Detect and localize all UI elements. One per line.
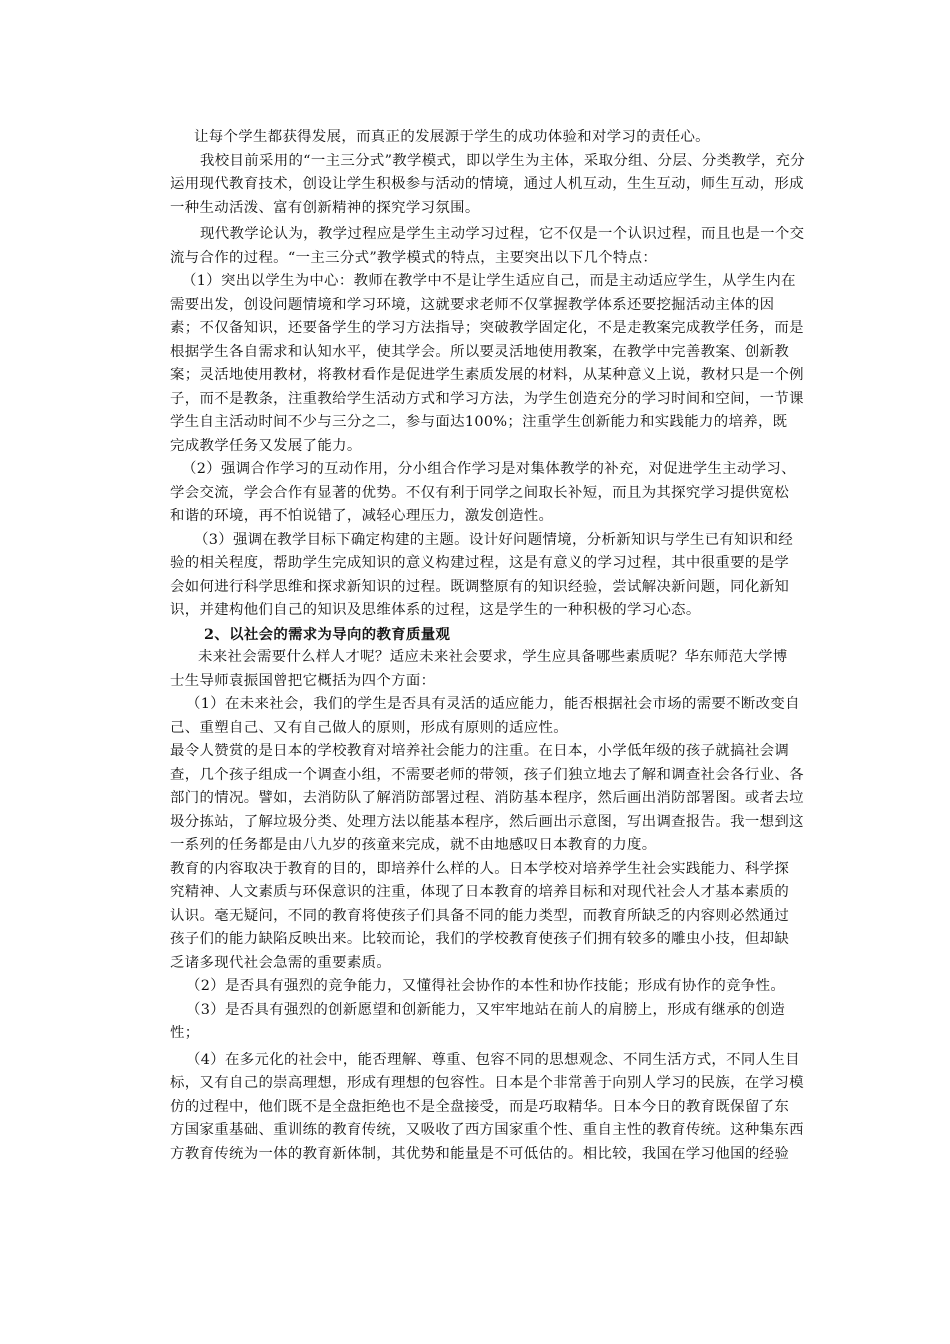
text-line: 未来社会需要什么样人才呢？适应未来社会要求，学生应具备哪些素质呢？华东师范大学博 — [198, 649, 788, 665]
text-line: 现代教学论认为，教学过程应是学生主动学习过程，它不仅是一个认识过程，而且也是一个交 — [200, 226, 805, 242]
text-line: （2）是否具有强烈的竞争能力，又懂得社会协作的本性和协作技能；形成有协作的竞争性。 — [186, 978, 786, 994]
section-heading: 2、以社会的需求为导向的教育质量观 — [204, 625, 451, 643]
text-line: 运用现代教育技术，创设让学生积极参与活动的情境，通过人机互动，生生互动，师生互动，形成 — [170, 176, 804, 192]
text-line: 教育的内容取决于教育的目的，即培养什么样的人。日本学校对培养学生社会实践能力、科学探 — [170, 860, 790, 877]
text-line: 部门的情况。譬如，去消防队了解消防部署过程、消防基本程序，然后画出消防部署图。或者去垃 — [170, 790, 804, 806]
text-line: （1）突出以学生为中心：教师在教学中不是让学生适应自己，而是主动适应学生，从学生内在 — [182, 273, 796, 289]
text-line: 一系列的任务都是由八九岁的孩童来完成，就不由地感叹日本教育的力度。 — [170, 837, 657, 853]
text-line: 一种生动活泼、富有创新精神的探究学习氛围。 — [170, 199, 480, 216]
text-line: 我校目前采用的“一主三分式”教学模式，即以学生为主体，采取分组、分层、分类教学，充分 — [200, 152, 806, 169]
text-line: 识，并建构他们自己的知识及思维体系的过程，这是学生的一种积极的学习心态。 — [170, 602, 701, 618]
text-line: 完成教学任务又发展了能力。 — [170, 437, 362, 454]
text-line: 和谐的环境，再不怕说错了，减轻心理压力，激发创造性。 — [170, 508, 554, 524]
text-line: 让每个学生都获得发展，而真正的发展源于学生的成功体验和对学习的责任心。 — [194, 129, 710, 145]
text-line: 需要出发，创设问题情境和学习环境，这就要求老师不仅掌握教学体系还要挖掘活动主体的因 — [170, 296, 775, 313]
text-line: 仿的过程中，他们既不是全盘拒绝也不是全盘接受，而是巧取精华。日本今日的教育既保留了东 — [170, 1098, 790, 1115]
text-line: （2）强调合作学习的互动作用，分小组合作学习是对集体教学的补充，对促进学生主动学习、 — [182, 461, 796, 477]
text-line: 学生自主活动时间不少与三分之二，参与面达100%；注重学生创新能力和实践能力的培养，既 — [170, 414, 788, 430]
text-line: 认识。毫无疑问，不同的教育将使孩子们具备不同的能力类型，而教育所缺乏的内容则必然通过 — [170, 907, 790, 924]
text-line: （1）在未来社会，我们的学生是否具有灵活的适应能力，能否根据社会市场的需要不断改变自 — [186, 696, 800, 712]
text-line: 根据学生各自需求和认知水平，使其学会。所以要灵活地使用教案，在教学中完善教案、创新教 — [170, 343, 790, 360]
text-line: 标，又有自己的崇高理想，形成有理想的包容性。日本是个非常善于向别人学习的民族，在学习模 — [170, 1075, 804, 1091]
text-line: 流与合作的过程。“一主三分式”教学模式的特点，主要突出以下几个特点： — [170, 249, 658, 266]
text-line: 学会交流，学会合作有显著的优势。不仅有利于同学之间取长补短，而且为其探究学习提供宽松 — [170, 484, 790, 501]
text-line: 究精神、人文素质与环保意识的注重，体现了日本教育的培养目标和对现代社会人才基本素质的 — [170, 884, 790, 900]
text-line: 孩子们的能力缺陷反映出来。比较而论，我们的学校教育使孩子们拥有较多的雕虫小技，但却缺 — [170, 931, 790, 947]
text-line: 圾分拣站，了解垃圾分类、处理方法以能基本程序，然后画出示意图，写出调查报告。我一想到这 — [170, 813, 804, 830]
text-line: 子，而不是教条，注重教给学生活动方式和学习方法，为学生创造充分的学习时间和空间，一节课 — [170, 390, 804, 407]
text-line: 乏诸多现代社会急需的重要素质。 — [170, 954, 392, 971]
text-line: 己、重塑自己、又有自己做人的原则，形成有原则的适应性。 — [170, 719, 568, 736]
text-line: 性； — [170, 1025, 200, 1041]
text-line: 素；不仅备知识，还要备学生的学习方法指导；突破教学固定化，不是走教案完成教学任务，而是 — [170, 320, 804, 336]
text-line: 案；灵活地使用教材，将教材看作是促进学生素质发展的材料，从某种意义上说，教材只是一个例 — [170, 367, 804, 383]
text-line: 方国家重基础、重训练的教育传统，又吸收了西方国家重个性、重自主性的教育传统。这种集东西 — [170, 1122, 804, 1138]
text-line: （3）强调在教学目标下确定构建的主题。设计好问题情境，分析新知识与学生已有知识和经 — [194, 531, 794, 548]
document-page — [170, 126, 806, 1166]
text-line: 方教育传统为一体的教育新体制，其优势和能量是不可低估的。相比较，我国在学习他国的经验 — [170, 1145, 790, 1162]
text-line: （3）是否具有强烈的创新愿望和创新能力，又牢牢地站在前人的肩膀上，形成有继承的创造 — [186, 1001, 786, 1018]
text-line: 最令人赞赏的是日本的学校教育对培养社会能力的注重。在日本，小学低年级的孩子就搞社会调 — [170, 743, 790, 759]
text-line: 查，几个孩子组成一个调查小组，不需要老师的带领，孩子们独立地去了解和调查社会各行业、各 — [170, 766, 804, 783]
text-line: 会如何进行科学思维和探求新知识的过程。既调整原有的知识经验，尝试解决新问题，同化新知 — [170, 578, 790, 595]
text-line: （4）在多元化的社会中，能否理解、尊重、包容不同的思想观念、不同生活方式，不同人生目 — [186, 1051, 800, 1068]
text-line: 士生导师袁振国曾把它概括为四个方面： — [170, 672, 436, 689]
text-line: 验的相关程度，帮助学生完成知识的意义构建过程，这是有意义的学习过程，其中很重要的是学 — [170, 555, 790, 571]
